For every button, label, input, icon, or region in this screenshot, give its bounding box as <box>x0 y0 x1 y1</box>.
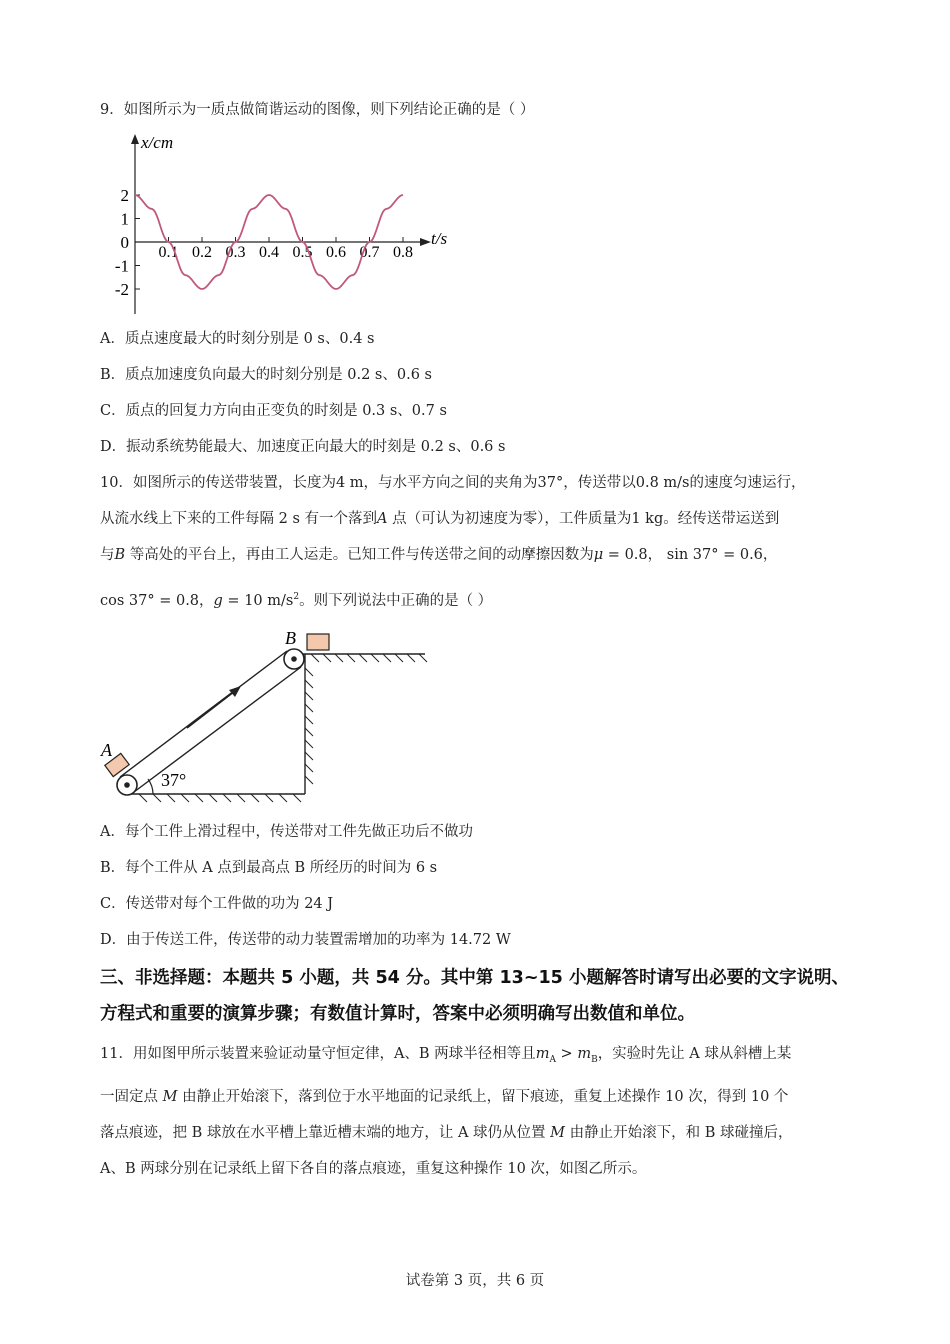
q10-line2-pre: 从流水线上下来的工件每隔 2 s 有一个落到 <box>100 511 377 527</box>
top-platform-hatch <box>311 654 427 662</box>
q10-mu-value: = 0.8 <box>603 547 648 563</box>
q11-line2-post: 由静止开始滚下，落到位于水平地面的记录纸上，留下痕迹，重复上述操作 10 次，得到 10 个 <box>177 1089 789 1105</box>
q9-stem: 9．如图所示为一质点做简谐运动的图像，则下列结论正确的是（ ） <box>100 102 535 118</box>
y-ticks <box>115 186 140 299</box>
q10-speed: 0.8 m/s <box>635 475 690 491</box>
page-footer: 试卷第 3 页，共 6 页 <box>405 1273 545 1289</box>
x-tick-label: 0.3 <box>225 244 246 261</box>
q10-conveyor-diagram <box>95 624 435 808</box>
q10-line1-mid: ，与水平方向之间的夹角为 <box>363 475 538 491</box>
section3-heading-line2: 方程式和重要的演算步骤；有数值计算时，答案中必须明确写出数值和单位。 <box>100 1004 695 1024</box>
q9-shm-graph <box>95 128 465 320</box>
q11-line-1 <box>100 1044 791 1070</box>
q10-line-4 <box>100 587 492 611</box>
y-tick-label: -2 <box>114 280 129 299</box>
label-a: A <box>101 740 112 760</box>
q11-sub-b: B <box>591 1054 598 1065</box>
q10-line-2 <box>100 509 779 529</box>
q10-angle: 37° <box>537 475 564 491</box>
q10-line-1 <box>100 473 806 493</box>
y-axis-label: x/cm <box>141 133 174 152</box>
q11-point-m: M <box>162 1089 178 1105</box>
q11-line3-pre: 落点痕迹，把 B 球放在水平槽上靠近槽末端的地方，让 A 球仍从位置 <box>100 1125 551 1141</box>
x-tick-label: 0.4 <box>259 244 279 261</box>
x-tick-label: 0.7 <box>359 244 380 261</box>
q11-line-3 <box>100 1123 793 1143</box>
q10-line3-mid: 等高处的平台上，再由工人运走。已知工件与传送带之间的动摩擦因数为 <box>125 547 594 563</box>
x-tick-label: 0.8 <box>393 244 413 261</box>
q10-option-a: A．每个工件上滑过程中，传送带对工件先做正功后不做功 <box>100 824 473 840</box>
wall-hatch <box>305 668 313 784</box>
q10-line1-post: 的速度匀速运行， <box>689 475 806 491</box>
x-tick-label: 0.2 <box>192 244 212 261</box>
q10-point-a: A <box>377 511 388 527</box>
q10-length: 4 m <box>335 475 364 491</box>
label-b: B <box>285 628 296 648</box>
q11-line3-post: 由静止开始滚下，和 B 球碰撞后， <box>565 1125 793 1141</box>
q9-option-c: C．质点的回复力方向由正变负的时刻是 0.3 s、0.7 s <box>100 403 447 419</box>
q10-option-d: D．由于传送工件，传送带的动力装置需增加的功率为 14.72 W <box>100 932 511 948</box>
q11-mass-b: m <box>577 1046 592 1062</box>
q10-mu: μ <box>593 547 604 563</box>
q10-line2-post: 。经传送带运送到 <box>663 511 780 527</box>
q9-option-b: B．质点加速度负向最大的时刻分别是 0.2 s、0.6 s <box>100 367 432 383</box>
q11-sub-a: A <box>549 1054 556 1065</box>
belt-bottom-edge <box>134 667 301 792</box>
q11-gt: > <box>555 1046 578 1062</box>
q10-g-exponent: 2 <box>293 592 300 602</box>
motion-arrow-head <box>229 686 241 697</box>
block-at-b <box>307 634 329 650</box>
q11-mass-a: m <box>535 1046 550 1062</box>
y-tick-label: 1 <box>120 209 129 229</box>
section3-heading-line1: 三、非选择题：本题共 5 小题，共 54 分。其中第 13~15 小题解答时请写出必要的文字说明、 <box>100 968 849 988</box>
q9-option-a: A．质点速度最大的时刻分别是 0 s、0.4 s <box>100 331 375 347</box>
angle-label: 37° <box>161 770 187 790</box>
x-tick-label: 0.1 <box>158 244 179 261</box>
x-ticks <box>159 237 414 261</box>
q10-option-c: C．传送带对每个工件做的功为 24 J <box>100 896 334 912</box>
q11-line-4: A、B 两球分别在记录纸上留下各自的落点痕迹，重复这种操作 10 次，如图乙所示。 <box>100 1161 647 1177</box>
q11-line-2 <box>100 1087 788 1107</box>
q10-line-3 <box>100 545 777 565</box>
q11-line2-pre: 一固定点 <box>100 1089 163 1105</box>
belt-top-edge <box>120 651 287 777</box>
q10-g: g <box>213 592 223 609</box>
x-axis-arrow <box>420 238 431 246</box>
q10-line2-mid: 点（可认为初速度为零），工件质量为 <box>387 511 632 527</box>
x-tick-label: 0.5 <box>292 244 313 261</box>
q10-option-b: B．每个工件从 A 点到最高点 B 所经历的时间为 6 s <box>100 860 438 876</box>
ground-hatch <box>139 794 301 802</box>
x-axis-label: t/s <box>431 229 448 248</box>
q11-line1-pre: 11．用如图甲所示装置来验证动量守恒定律，A、B 两球半径相等且 <box>100 1046 536 1062</box>
y-tick-label: 2 <box>120 186 129 205</box>
y-axis-arrow <box>131 134 139 144</box>
q10-line1-mid2: ，传送带以 <box>563 475 636 491</box>
q10-line1-pre: 10．如图所示的传送带装置，长度为 <box>100 475 336 491</box>
y-tick-label: -1 <box>114 256 129 276</box>
q11-point-m2: M <box>550 1125 566 1141</box>
q10-mass: 1 kg <box>631 511 664 527</box>
y-tick-label: 0 <box>120 233 129 252</box>
q9-option-d: D．振动系统势能最大、加速度正向最大的时刻是 0.2 s、0.6 s <box>100 439 506 455</box>
q10-point-b: B <box>114 547 126 563</box>
q11-line1-post: ，实验时先让 A 球从斜槽上某 <box>597 1046 792 1062</box>
q10-cos: cos 37° = 0.8， <box>100 592 214 609</box>
q10-sin: ， sin 37° = 0.6， <box>647 547 778 563</box>
x-tick-label: 0.6 <box>326 244 346 261</box>
q10-line3-pre: 与 <box>100 547 115 563</box>
q10-line4-post: 。则下列说法中正确的是（ ） <box>299 592 493 609</box>
q10-g-value: = 10 m/s <box>222 592 294 609</box>
